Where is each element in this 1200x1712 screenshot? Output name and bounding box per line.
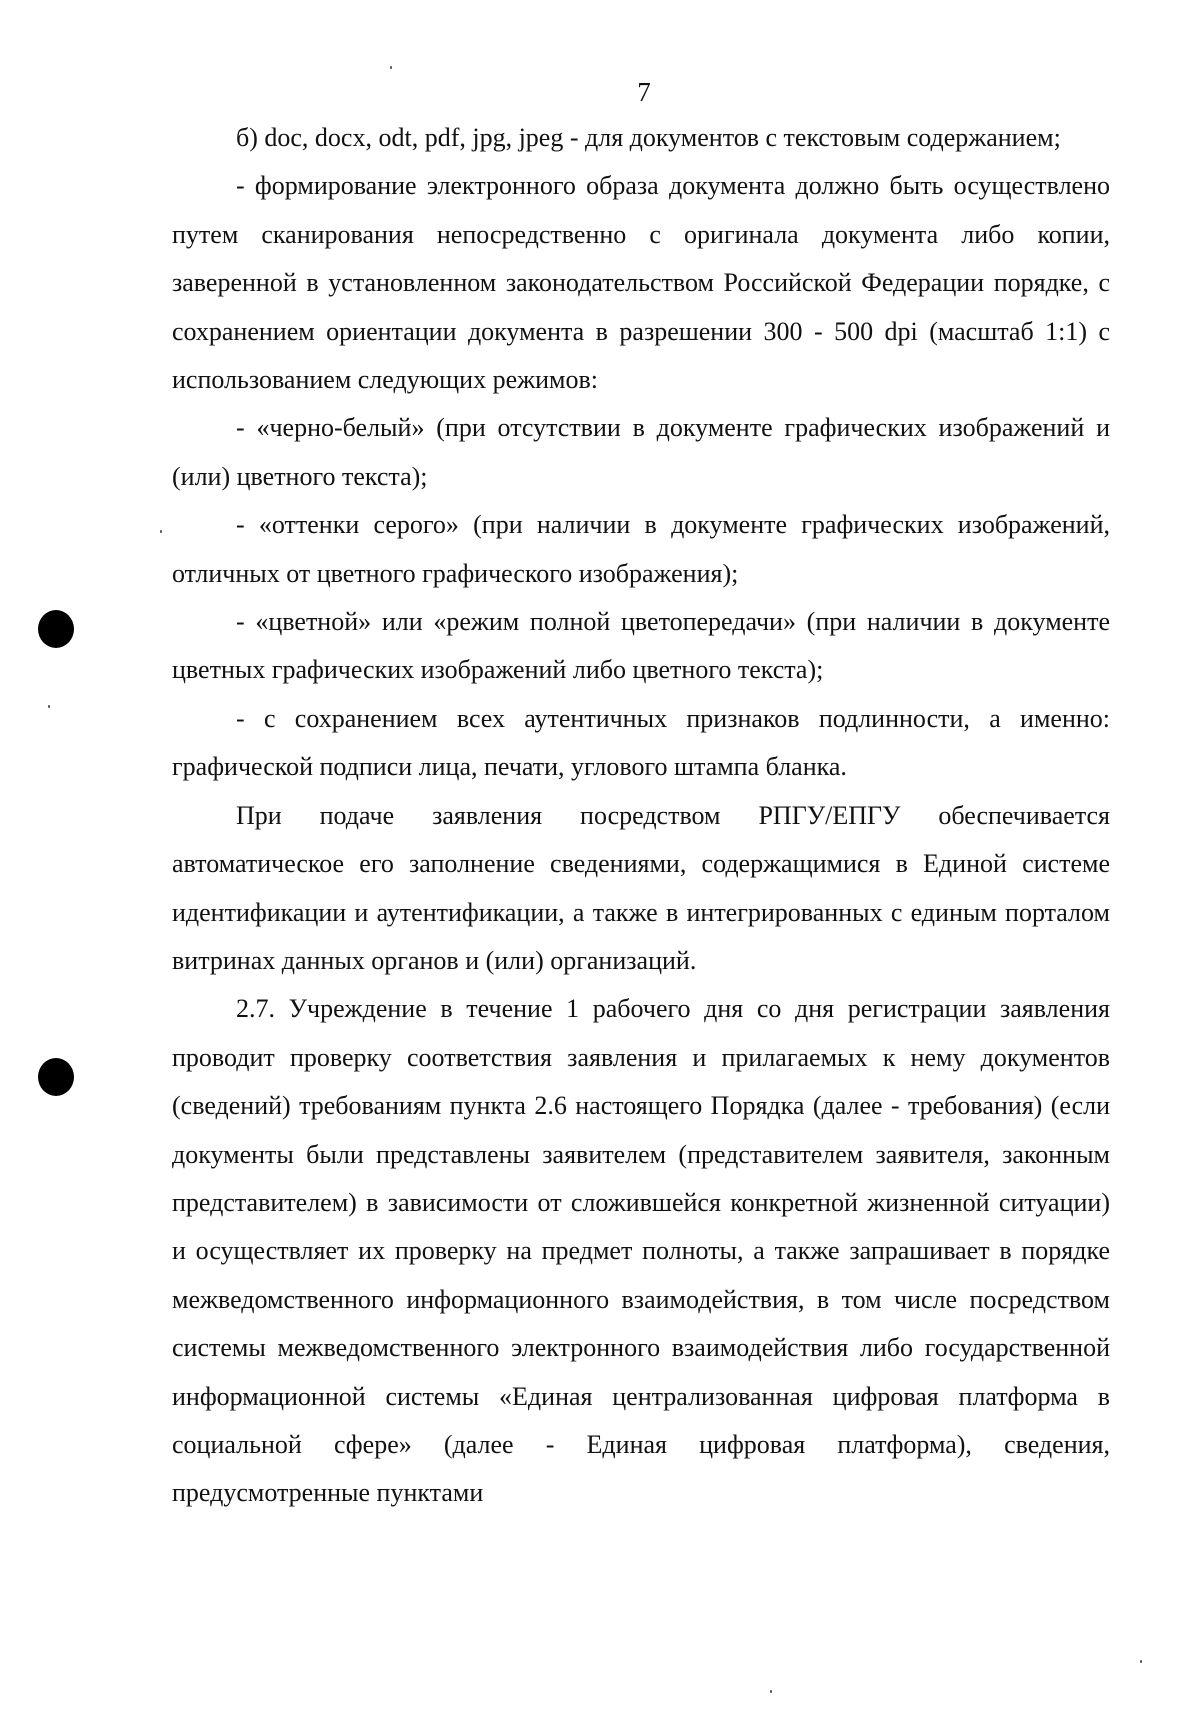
paragraph-color-mode: - «цветной» или «режим полной цветопередачи» (при наличии в документе цветных графических изображений либо цветного текста); xyxy=(172,607,1110,685)
scan-speck xyxy=(390,66,392,69)
scan-speck xyxy=(770,1690,772,1693)
paragraph-black-white-mode: - «черно-белый» (при отсутствии в документе графических изображений и (или) цветного текста); xyxy=(172,413,1110,491)
paragraph-portal-autofill: При подаче заявления посредством РПГУ/ЕПГУ обеспечивается автоматическое его заполнение сведениями, содержащимися в Единой системе идентификации и аутентификации, а также в интегрированных с единым порталом витринах данных органов и (или) организаций. xyxy=(172,800,1110,975)
punch-hole-top xyxy=(38,610,74,648)
paragraph-scanning-requirements: - формирование электронного образа документа должно быть осуществлено путем сканирования непосредственно с оригинала документа либо копии, заверенной в установленном законодательством Российской Федерации порядке, с сохранением ориентации документа в разрешении 300 - 500 dpi (масштаб 1:1) с использованием следующих режимов: xyxy=(172,171,1110,395)
paragraph-section-2-7: 2.7. Учреждение в течение 1 рабочего дня со дня регистрации заявления проводит проверку соответствия заявления и прилагаемых к нему документов (сведений) требованиям пункта 2.6 настоящего Порядка (далее - требования) (если документы были представлены заявителем (представителем заявителя, законным представителем) в зависимости от сложившейся конкретной жизненной ситуации) и осуществляет их проверку на предмет полноты, а также запрашивает в порядке межведомственного информационного взаимодействия, в том числе посредством системы межведомственного электронного взаимодействия либо государственной информационной системы «Единая централизованная цифровая платформа в социальной сфере» (далее - Единая цифровая платформа), сведения, предусмотренные пунктами xyxy=(172,994,1110,1508)
body-text xyxy=(172,114,1110,1518)
paragraph-grayscale-mode: - «оттенки серого» (при наличии в документе графических изображений, отличных от цветного графического изображения); xyxy=(172,510,1110,588)
paragraph-authenticity-features: - с сохранением всех аутентичных признаков подлинности, а именно: графической подписи лица, печати, углового штампа бланка. xyxy=(172,703,1110,782)
punch-hole-bottom xyxy=(38,1058,74,1096)
scan-speck xyxy=(160,530,162,533)
page-number: 7 xyxy=(637,77,651,107)
scan-speck xyxy=(48,705,50,708)
paragraph-file-formats: б) doc, docx, odt, pdf, jpg, jpeg - для документов с текстовым содержанием; xyxy=(236,123,1061,152)
scan-speck xyxy=(1140,1660,1142,1663)
